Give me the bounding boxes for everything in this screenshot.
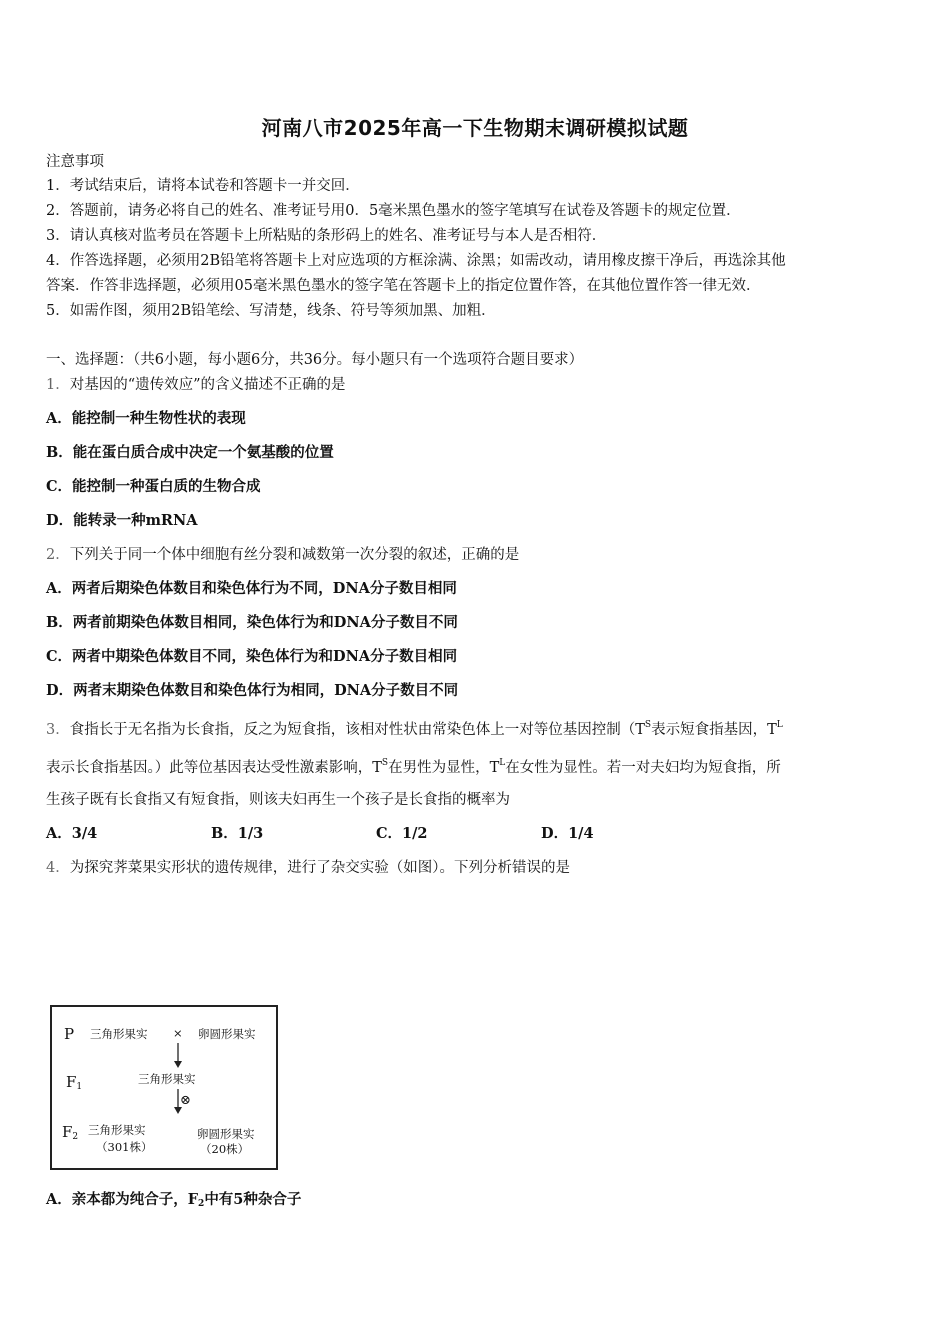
q2-option-a: A．两者后期染色体数目和染色体行为不同，DNA分子数目相同 [46,580,457,597]
q2-option-d: D．两者末期染色体数目和染色体行为相同，DNA分子数目不同 [46,682,459,699]
question-number: 2． [46,547,70,563]
superscript: L [776,720,783,730]
notice-item: 4．作答选择题，必须用2B铅笔将答题卡上对应选项的方框涂满、涂黑；如需改动，请用橡皮擦干净后，再选涂其他 [46,253,786,269]
q3-options [46,824,916,844]
cross-experiment-diagram [50,1005,278,1170]
question-number: 3． [46,722,70,738]
question-4-stem [46,858,916,878]
question-number: 1． [46,377,70,393]
question-text: 食指长于无名指为长食指，反之为短食指，该相对性状由常染色体上一对等位基因控制（T [69,722,645,738]
f2-left-phenotype: 三角形果实 [88,1123,146,1137]
self-cross-icon: ⊗ [180,1093,191,1108]
notice-item: 1．考试结束后，请将本试卷和答题卡一并交回． [46,178,360,194]
superscript: S [381,758,389,768]
question-2-stem [46,545,916,565]
q3-option-d: D．1/4 [541,825,594,842]
cross-symbol: × [173,1026,183,1040]
f2-left-count: （301株） [96,1140,153,1154]
question-text: 在男性为显性，T [388,760,500,776]
notice-item: 5．如需作图，须用2B铅笔绘、写清楚，线条、符号等须加黑、加粗． [46,303,496,319]
q1-option-a: A．能控制一种生物性状的表现 [46,410,246,427]
question-3-line-1 [46,715,916,740]
option-text: 中有5种杂合子 [204,1191,302,1208]
question-3-line-3: 生孩子既有长食指又有短食指，则该夫妇再生一个孩子是长食指的概率为 [46,792,510,808]
f1-label: $F_1$ [66,1073,83,1092]
notice-item: 2．答题前，请务必将自己的姓名、准考证号用0．5毫米黑色墨水的签字笔填写在试卷及答题卡的规定位置． [46,203,741,219]
arrow-down-icon [172,1043,184,1069]
notice-item: 3．请认真核对监考员在答题卡上所粘贴的条形码上的姓名、准考证号与本人是否相符． [46,228,607,244]
superscript: L [499,758,506,768]
question-3-line-2 [46,753,916,778]
question-text: 表示长食指基因。）此等位基因表达受性激素影响，T [46,760,382,776]
q3-option-a: A．3/4 [46,825,98,842]
p-left-phenotype: 三角形果实 [90,1027,148,1041]
q2-option-c: C．两者中期染色体数目不同，染色体行为和DNA分子数目相同 [46,648,458,665]
option-text: A．亲本都为纯合子，F [46,1191,199,1208]
superscript: S [644,720,652,730]
question-text: 表示短食指基因，T [651,722,777,738]
q1-option-b: B．能在蛋白质合成中决定一个氨基酸的位置 [46,444,334,461]
notice-item: 答案．作答非选择题，必须用05毫米黑色墨水的签字笔在答题卡上的指定位置作答，在其他位置作答一律无效． [46,278,761,294]
p-right-phenotype: 卵圆形果实 [198,1027,256,1041]
question-1-stem [46,375,916,395]
question-text: 对基因的“遗传效应”的含义描述不正确的是 [69,377,346,393]
p-label: P [64,1025,75,1043]
q3-option-c: C．1/2 [376,825,428,842]
q1-option-d: D．能转录一种mRNA [46,512,198,529]
q1-option-c: C．能控制一种蛋白质的生物合成 [46,478,261,495]
section-heading: 一、选择题：（共6小题，每小题6分，共36分。每小题只有一个选项符合题目要求） [46,352,584,368]
question-number: 4． [46,860,70,876]
question-text: 在女性为显性。若一对夫妇均为短食指，所 [505,760,781,776]
page-title: 河南八市2025年高一下生物期末调研模拟试题 [261,116,689,140]
f2-right-phenotype: 卵圆形果实 [197,1127,255,1141]
q4-option-a [46,1190,916,1214]
q3-option-b: B．1/3 [211,825,264,842]
q2-option-b: B．两者前期染色体数目相同，染色体行为和DNA分子数目不同 [46,614,458,631]
notice-heading: 注意事项 [46,154,104,170]
subscript: 2 [198,1199,205,1209]
f1-phenotype: 三角形果实 [138,1072,196,1086]
f2-label: $F_2$ [62,1123,79,1142]
question-text: 下列关于同一个体中细胞有丝分裂和减数第一次分裂的叙述，正确的是 [69,547,520,563]
question-text: 为探究荠菜果实形状的遗传规律，进行了杂交实验（如图）。下列分析错误的是 [69,860,570,876]
f2-right-count: （20株） [200,1142,250,1156]
